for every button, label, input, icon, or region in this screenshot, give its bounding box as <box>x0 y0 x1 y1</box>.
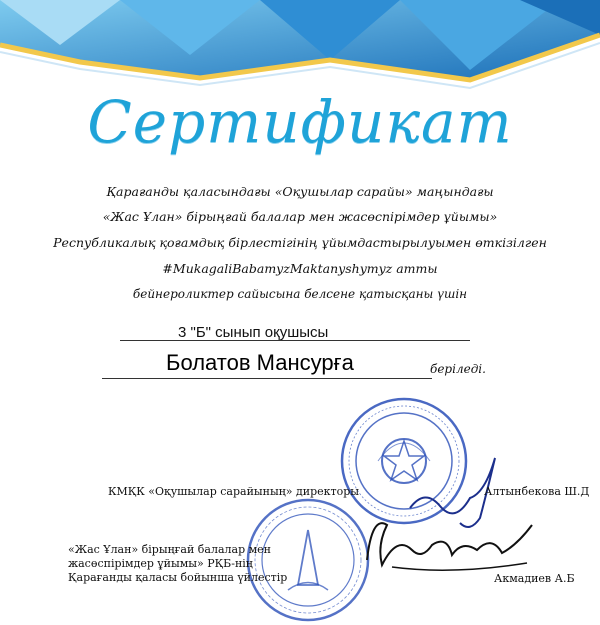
body-line-4: #MukagaliBabamyzMaktanyshymyz атты <box>162 261 438 276</box>
student-class: 3 "Б" сынып оқушысы <box>178 324 329 341</box>
leader-name: Акмадиев А.Б <box>494 572 575 585</box>
header-banner <box>0 0 600 95</box>
leader-title-line-1: «Жас Ұлан» бірыңғай балалар мен <box>68 543 272 556</box>
leader-title-line-2: жасөспірімдер ұйымы» РҚБ-нің <box>68 557 253 570</box>
director-title: КМҚК «Оқушылар сарайының» директоры <box>108 485 360 498</box>
body-line-5: бейнероликтер сайысына белсене қатысқаны үшін <box>132 287 468 301</box>
given-text: беріледі. <box>430 362 486 376</box>
body-line-3: Республикалық қоғамдық бірлестігінің ұйымдастырылуымен өткізілген <box>53 235 547 250</box>
body-line-1: Қарағанды қаласындағы «Оқушылар сарайы» маңындағы <box>106 184 494 199</box>
director-name: Алтынбекова Ш.Д <box>484 485 590 498</box>
student-name: Болатов Мансурға <box>166 350 354 375</box>
certificate-title: Сертификат <box>87 88 513 156</box>
leader-title <box>68 543 308 585</box>
leader-title-line-3: Қарағанды қаласы бойынша үйлестір <box>68 571 288 584</box>
body-line-2: «Жас Ұлан» бірыңғай балалар мен жасөспірімдер ұйымы» <box>102 209 498 224</box>
